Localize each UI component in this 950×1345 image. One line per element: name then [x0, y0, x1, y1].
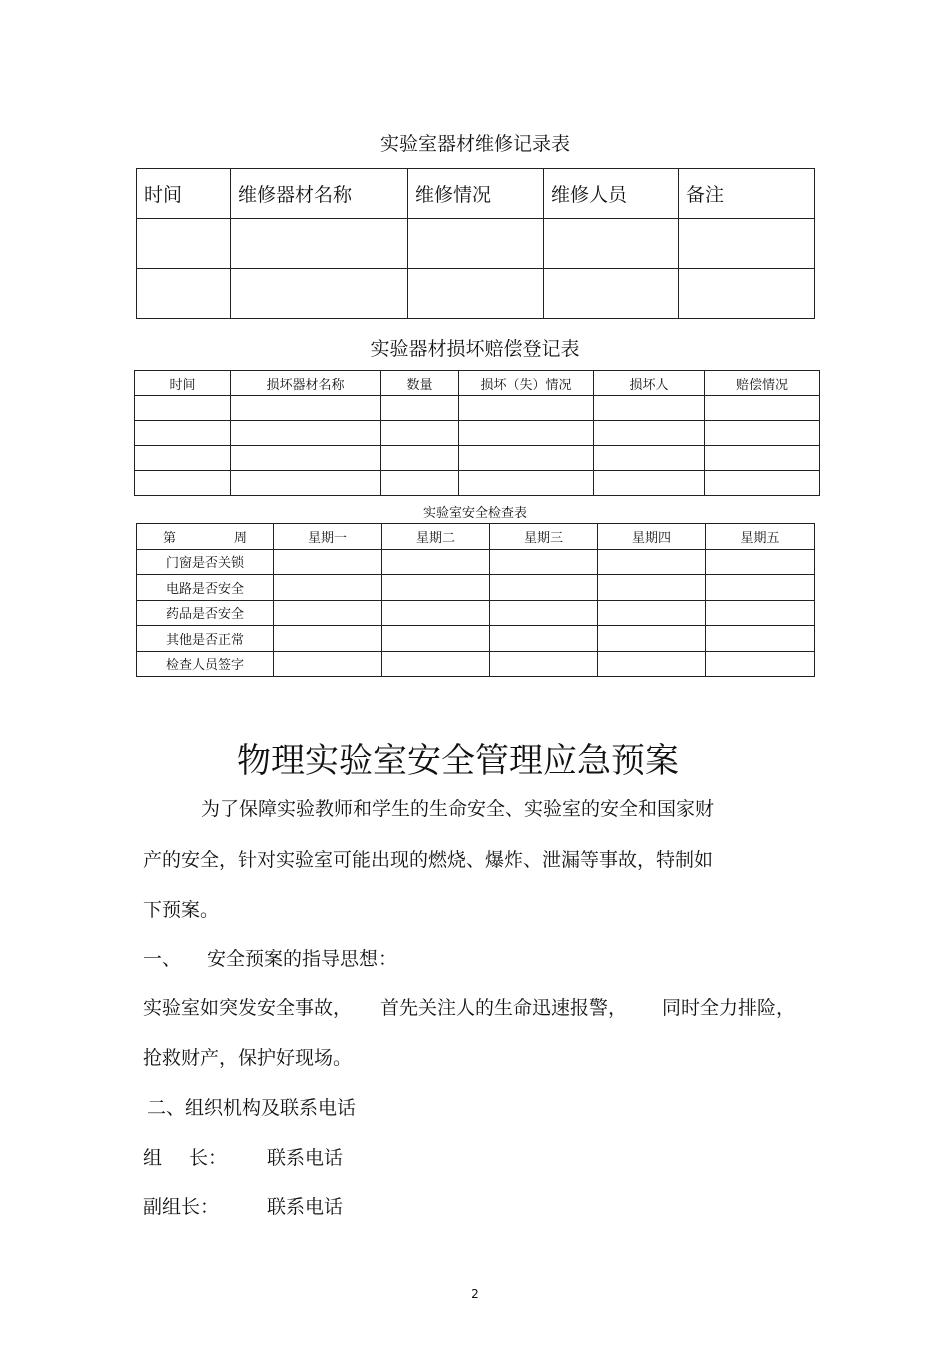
table-cell — [135, 396, 231, 421]
table-cell — [594, 396, 705, 421]
table-cell — [137, 269, 231, 319]
table-cell — [408, 219, 544, 269]
column-header: 时间 — [135, 371, 231, 396]
table-cell — [705, 421, 820, 446]
table-header-row — [137, 524, 815, 550]
table-cell — [490, 651, 598, 677]
table-cell — [459, 421, 594, 446]
table-row — [137, 600, 815, 626]
table-cell — [231, 471, 381, 496]
column-header: 维修情况 — [408, 169, 544, 219]
column-header: 维修人员 — [544, 169, 679, 219]
column-header: 数量 — [381, 371, 459, 396]
column-header: 损坏人 — [594, 371, 705, 396]
table-cell — [490, 626, 598, 652]
table-cell — [598, 651, 706, 677]
table-cell — [706, 549, 815, 575]
table-row — [137, 269, 815, 319]
row-label: 其他是否正常 — [137, 626, 274, 652]
table-cell — [459, 446, 594, 471]
page-number: 2 — [471, 1287, 479, 1301]
table-cell — [706, 600, 815, 626]
table-cell — [598, 575, 706, 601]
column-header: 损坏（失）情况 — [459, 371, 594, 396]
table-cell — [594, 471, 705, 496]
row-label: 检查人员签字 — [137, 651, 274, 677]
table-cell — [381, 471, 459, 496]
table-cell — [274, 626, 382, 652]
intro-line-1: 为了保障实验教师和学生的生命安全、实验室的安全和国家财 — [201, 798, 715, 820]
table-row — [135, 446, 820, 471]
table-cell — [137, 219, 231, 269]
section-2-heading: 二、组织机构及联系电话 — [147, 1097, 357, 1119]
damage-compensation-table-title: 实验器材损坏赔偿登记表 — [370, 338, 580, 360]
column-header: 维修器材名称 — [231, 169, 408, 219]
table-cell — [135, 446, 231, 471]
table-cell — [381, 396, 459, 421]
table-cell — [705, 396, 820, 421]
table-cell — [274, 575, 382, 601]
table-cell — [459, 396, 594, 421]
table-cell — [706, 626, 815, 652]
intro-line-3: 下预案。 — [143, 899, 220, 921]
table-cell — [408, 269, 544, 319]
table-cell — [490, 600, 598, 626]
table-cell — [706, 575, 815, 601]
table-cell — [706, 651, 815, 677]
section-1-heading: 安全预案的指导思想： — [207, 948, 398, 970]
table-cell — [459, 471, 594, 496]
table-row — [137, 549, 815, 575]
maintenance-record-table — [136, 168, 815, 319]
table-row — [135, 421, 820, 446]
table-cell — [382, 626, 490, 652]
table-row — [135, 471, 820, 496]
table-header-row — [135, 371, 820, 396]
table-cell — [231, 446, 381, 471]
table-cell — [594, 421, 705, 446]
leader-label-a: 组 — [143, 1147, 163, 1169]
section-1-text-c: 同时全力排险， — [662, 997, 796, 1019]
column-header: 备注 — [679, 169, 815, 219]
table-cell — [274, 651, 382, 677]
table-cell — [544, 269, 679, 319]
table-row — [137, 575, 815, 601]
table-cell — [705, 446, 820, 471]
table-cell — [382, 549, 490, 575]
table-cell — [381, 421, 459, 446]
damage-compensation-table — [134, 370, 820, 496]
table-cell — [231, 421, 381, 446]
table-cell — [382, 575, 490, 601]
column-header: 星期四 — [598, 524, 706, 550]
emergency-plan-title: 物理实验室安全管理应急预案 — [237, 741, 679, 781]
column-header: 星期五 — [706, 524, 815, 550]
leader-label-b: 长： — [189, 1147, 228, 1169]
table-cell — [231, 219, 408, 269]
row-label: 门窗是否关锁 — [137, 549, 274, 575]
table-cell — [382, 651, 490, 677]
table-row — [137, 626, 815, 652]
table-cell — [135, 421, 231, 446]
table-cell — [594, 446, 705, 471]
column-header: 时间 — [137, 169, 231, 219]
week-label-right: 周 — [233, 530, 247, 546]
table-row — [135, 396, 820, 421]
deputy-leader-label: 副组长： — [143, 1196, 220, 1218]
safety-check-table — [136, 523, 815, 677]
table-header-row — [137, 169, 815, 219]
intro-line-2: 产的安全，针对实验室可能出现的燃烧、爆炸、泄漏等事故，特制如 — [143, 849, 714, 871]
table-cell — [598, 626, 706, 652]
week-label-left: 第 — [163, 530, 177, 546]
leader-phone-label: 联系电话 — [267, 1147, 344, 1169]
row-label: 药品是否安全 — [137, 600, 274, 626]
week-corner-cell — [137, 524, 274, 550]
table-cell — [135, 471, 231, 496]
table-cell — [490, 575, 598, 601]
column-header: 赔偿情况 — [705, 371, 820, 396]
table-row — [137, 651, 815, 677]
table-cell — [705, 471, 820, 496]
column-header: 星期三 — [490, 524, 598, 550]
row-label: 电路是否安全 — [137, 575, 274, 601]
section-1-text-line-2: 抢救财产，保护好现场。 — [143, 1047, 353, 1069]
table-cell — [231, 396, 381, 421]
section-1-text-b: 首先关注人的生命迅速报警， — [380, 997, 628, 1019]
table-row — [137, 219, 815, 269]
column-header: 星期二 — [382, 524, 490, 550]
table-cell — [382, 600, 490, 626]
table-cell — [679, 219, 815, 269]
section-1-text-a: 实验室如突发安全事故， — [143, 997, 353, 1019]
table-cell — [544, 219, 679, 269]
table-cell — [231, 269, 408, 319]
table-cell — [274, 600, 382, 626]
deputy-phone-label: 联系电话 — [267, 1196, 344, 1218]
table-cell — [490, 549, 598, 575]
maintenance-table-title: 实验室器材维修记录表 — [379, 133, 570, 155]
table-cell — [598, 600, 706, 626]
column-header: 损坏器材名称 — [231, 371, 381, 396]
table-cell — [274, 549, 382, 575]
table-cell — [381, 446, 459, 471]
safety-check-table-title: 实验室安全检查表 — [422, 506, 527, 521]
table-cell — [679, 269, 815, 319]
table-cell — [598, 549, 706, 575]
column-header: 星期一 — [274, 524, 382, 550]
section-1-number: 一、 — [143, 948, 182, 970]
